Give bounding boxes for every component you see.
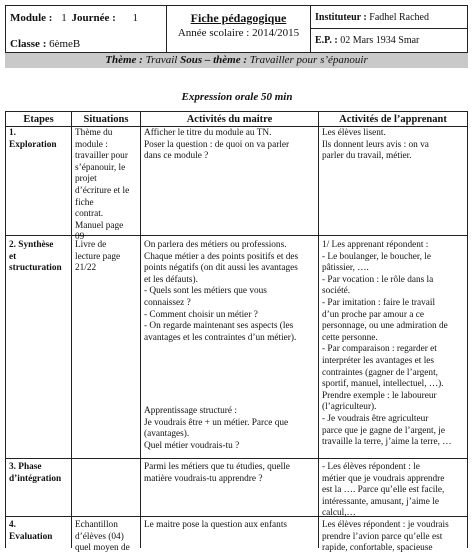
theme-bar xyxy=(5,52,468,68)
instituteur-value: Fadhel Rached xyxy=(369,12,429,23)
table-border-right xyxy=(467,111,468,548)
row2-apprenant: 1/ Les apprenant répondent : - Le boulanger, le boucher, le pâtissier, …. - Par vocation : le rôle dans la société. - Par imitation : faire le travail d’un proche par amour a ce personnage, ou une admiration de cette personne. - Par comparaison : regarder et interpréter les avantages et les contraintes (gagner de l’argent, sportif, manuel, intellectuel, …). Prendre exemple : le laboureur (l’agriculteur). - Je voudrais être agriculteur parce que je gagne de l’argent, je travaille la terre, j’aime la terre, … xyxy=(322,240,452,448)
theme-value: Travail xyxy=(145,54,178,66)
journee-label: Journée : xyxy=(71,12,116,24)
row-divider-2 xyxy=(5,458,468,459)
school-year: Année scolaire : 2014/2015 xyxy=(177,27,300,39)
row1-etape: 1. Exploration xyxy=(9,128,57,150)
lesson-table xyxy=(5,111,468,554)
ep-label: E.P. : xyxy=(315,35,338,46)
journee-value: 1 xyxy=(132,12,139,24)
classe-label: Classe : xyxy=(10,38,47,50)
row2-situation: Livre de lecture page 21/22 xyxy=(75,240,121,274)
module-value: 1 xyxy=(61,12,67,24)
col-header-etapes: Etapes xyxy=(23,114,54,125)
row4-etape: 4. Evaluation xyxy=(9,520,53,542)
row1-situation: Thème du module : travailler pour s’épanouir, le projet d’écriture et le fiche contrat. Manuel page 09 xyxy=(75,128,130,243)
col-header-situations: Situations xyxy=(83,114,129,125)
ep-line xyxy=(315,35,419,46)
row2-maitre-structured: Apprentissage structuré : Je voudrais être + un métier. Parce que (avantages). Quel métier voudrais-tu ? xyxy=(144,406,289,451)
row3-etape: 3. Phase d’intégration xyxy=(9,462,62,484)
sous-theme-label: Sous – thème : xyxy=(180,54,248,66)
classe-value: 6èmeB xyxy=(49,38,81,50)
module-label: Module : xyxy=(10,12,53,24)
teacher-divider xyxy=(311,28,467,29)
session-subtitle: Expression orale 50 min xyxy=(181,91,293,103)
row3-situation xyxy=(72,461,140,516)
theme-label: Thème : xyxy=(105,54,143,66)
row4-apprenant: Les élèves répondent : je voudrais prendre l’avion parce qu’elle est rapide, confortable, spacieuse xyxy=(322,520,449,554)
row3-maitre: Parmi les métiers que tu étudies, quelle matière voudrais-tu apprendre ? xyxy=(144,462,290,484)
teacher-line xyxy=(315,12,429,23)
row1-apprenant: Les élèves lisent. Ils donnent leurs avis : on va parler du travail, métier. xyxy=(322,128,429,162)
sous-theme-value: Travailler pour s’épanouir xyxy=(249,54,368,66)
col-header-maitre: Activités du maitre xyxy=(186,114,273,125)
table-border-top xyxy=(5,111,468,112)
row4-situation: Echantillon d’élèves (04) quel moyen de xyxy=(75,520,130,554)
row2-etape: 2. Synthèse et structuration xyxy=(9,240,62,274)
row-divider-3 xyxy=(5,516,468,517)
instituteur-label: Instituteur : xyxy=(315,12,367,23)
row2-maitre: On parlera des métiers ou professions. Chaque métier a des points positifs et des points négatifs (on dit aussi les avantages et les défauts). - Quels sont les métiers que vous connaissez ? - Comment choisir un métier ? - On regarde maintenant ses aspects (les avantages et les contraintes d’un métier). xyxy=(144,240,299,343)
page-title: Fiche pédagogique xyxy=(190,11,287,25)
module-line xyxy=(10,12,138,24)
row3-apprenant: - Les élèves répondent : le métier que je voudrais apprendre est la …. Parce qu’elle est facile, intéressante, amusant, j’aime le calcul,… xyxy=(322,462,445,519)
row4-maitre: Le maitre pose la question aux enfants xyxy=(144,520,288,530)
classe-line xyxy=(10,38,80,50)
row1-maitre: Afficher le titre du module au TN. Poser la question : de quoi on va parler dans ce module ? xyxy=(144,128,290,162)
col-header-apprenant: Activités de l’apprenant xyxy=(339,114,447,125)
ep-value: 02 Mars 1934 Smar xyxy=(340,35,420,46)
